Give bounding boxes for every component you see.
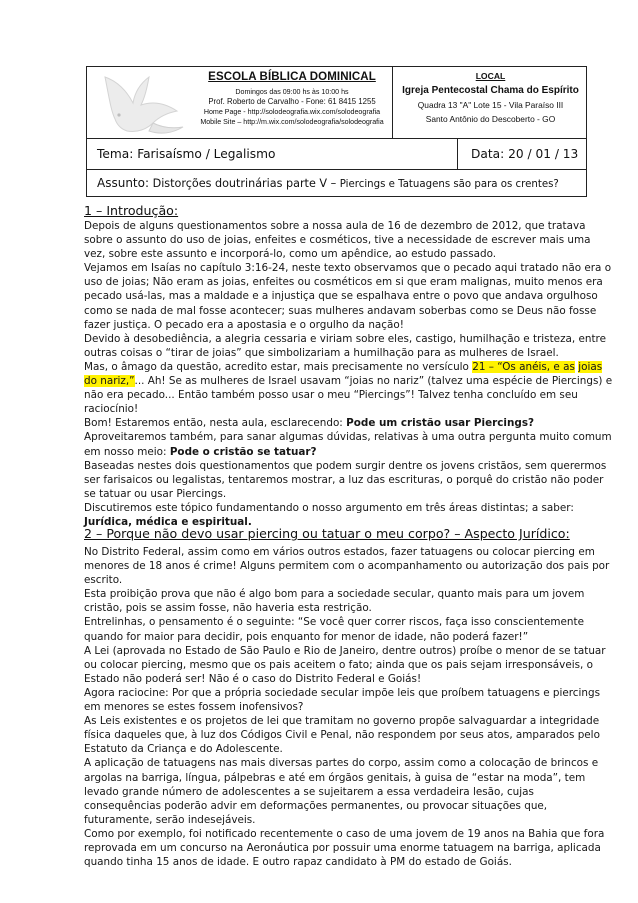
section-1-title: 1 – Introdução: [84, 203, 179, 218]
church-address: Quadra 13 "A" Lote 15 - Vila Paraíso III [417, 100, 564, 110]
church-district: Santo Antônio do Descoberto - GO [425, 114, 556, 124]
paragraph: No Distrito Federal, assim como em vários outros estados, fazer tatuagens ou colocar piercing em menores de 18 anos é crime! Alguns permitem com o acompanhamento ou autorização dos pais por escrito. [84, 546, 610, 587]
text-run: Mas, o âmago da questão, acredito estar, mais precisamente no versículo [84, 360, 473, 373]
paragraph: Devido à desobediência, a alegria cessaria e viriam sobre eles, castigo, humilhação e tristeza, entre outras coisas o “tirar de joias” que simbolizariam a humilhação para as mulheres de Israel. [84, 332, 606, 359]
paragraph: A Lei (aprovada no Estado de São Paulo e Rio de Janeiro, dentre outros) proíbe o menor de se tatuar ou colocar piercing, mesmo que os pais aceitem o fato; ainda que os pais sejam irresponsáveis, o Estado não poderá ser! Não é o caso do Distrito Federal e Goiás! [84, 644, 606, 685]
areas-bold: Jurídica, médica e espiritual. [84, 515, 252, 528]
paragraph: Vejamos em Isaías no capítulo 3:16-24, neste texto observamos que o pecado aqui tratado não era o uso de joias; Não eram as joias, enfeites ou cosméticos em si que eram malignas, muito menos era pecado usá-las, mas a maldade e a injustiça que se espalhava entre o povo que andava orgulhoso como se nada de mal fosse acontecer; suas mulheres andavam soberbas como se Deus não fosse fazer justiça. O pecado era a apostasia e o orgulho da nação! [84, 262, 612, 331]
section-2-title: 2 – Porque não devo usar piercing ou tatuar o meu corpo? – Aspecto Jurídico: [84, 526, 570, 541]
homepage-link[interactable]: Home Page - http://solodeografia.wix.com/solodeografia [203, 108, 381, 116]
assunto-row [86, 170, 587, 197]
tema-row [86, 139, 587, 170]
paragraph: As Leis existentes e os projetos de lei que tramitam no governo propõe salvaguardar a integridade física daqueles que, à luz dos Códigos Civil e Penal, não respondem por seus atos, amparados pelo Estatuto da Criança e do Adolescente. [84, 715, 600, 756]
highlighted-verse: 21 – “Os anéis, e as [472, 360, 575, 373]
header-box [86, 66, 587, 139]
question-bold: Pode um cristão usar Piercings? [346, 417, 535, 430]
text-run: ... Ah! Se as mulheres de Israel usavam “joias no nariz” (talvez uma espécie de Piercings) e não era pecado... Então também posso usar o meu “Piercings”! Talvez tenha concluído em seu raciocínio! [84, 375, 613, 416]
section-2-body [84, 545, 614, 869]
text-run: Discutiremos este tópico fundamentando o nosso argumento em três áreas distintas; a saber: [84, 501, 574, 514]
school-title: ESCOLA BÍBLICA DOMINICAL [208, 71, 376, 83]
paragraph [84, 360, 614, 416]
paragraph: Baseadas nestes dois questionamentos que podem surgir dentre os jovens cristãos, sem querermos ser farisaicos ou legalistas, tentaremos mostrar, a luz das escrituras, o porquê do cristão não poder se tatuar ou usar Piercings. [84, 459, 607, 500]
paragraph: Depois de alguns questionamentos sobre a nossa aula de 16 de dezembro de 2012, que tratava sobre o assunto do uso de joias, enfeites e cosméticos, tive a necessidade de escrever mais uma vez, sobre este assunto e incorporá-lo, como um apêndice, ao estudo passado. [84, 220, 591, 261]
lesson-date: Data: 20 / 01 / 13 [471, 147, 579, 161]
professor: Prof. Roberto de Carvalho - Fone: 61 8415 1255 [208, 97, 376, 106]
schedule: Domingos das 09:00 hs às 10:00 hs [235, 88, 349, 96]
local-info [393, 71, 588, 126]
question-bold: Pode o cristão se tatuar? [169, 445, 317, 458]
paragraph: Esta proibição prova que não é algo bom para a sociedade secular, quanto mais para um jovem cristão, pois se assim fosse, não haveria esta restrição. [84, 588, 585, 615]
tema-label: Tema: Farisaísmo / Legalismo [97, 147, 276, 161]
paragraph: A aplicação de tatuagens nas mais diversas partes do corpo, assim como a colocação de brincos e argolas na barriga, língua, pálpebras e até em órgãos genitais, à guisa de “estar na moda”, tem levado grande número de adolescentes a se sujeitarem a essa verdadeira lesão, cujas consequências poderão advir em deformações permanentes, ou provocar situações que, futuramente, serão indesejáveis. [84, 757, 599, 826]
paragraph [84, 416, 614, 430]
paragraph: Como por exemplo, foi notificado recentemente o caso de uma jovem de 19 anos na Bahia que fora reprovada em um concurso na Aeronáutica por possuir uma enorme tatuagem na barriga, aplicada quando tinha 15 anos de idade. E outro rapaz candidato à PM do estado de Goiás. [84, 827, 605, 869]
church-name: Igreja Pentecostal Chama do Espírito [402, 85, 579, 96]
paragraph [84, 501, 614, 529]
paragraph: Entrelinhas, o pensamento é o seguinte: “Se você quer correr riscos, faça isso conscientemente quando for maior para decidir, pois enquanto for menor de idade, não poderá fazer!” [84, 616, 584, 643]
mobile-site-link[interactable]: Mobile Site – http://m.wix.com/solodeografia/solodeografia [200, 118, 384, 126]
dove-icon [97, 71, 189, 137]
local-title: LOCAL [475, 71, 506, 81]
assunto-rest: Piercings e Tatuagens são para os crentes? [339, 179, 559, 190]
tema-divider [457, 139, 458, 169]
text-run: Bom! Estaremos então, nesta aula, esclarecendo: [84, 417, 347, 430]
paragraph [84, 430, 614, 458]
assunto-main: Distorções doutrinárias parte V – [152, 177, 337, 190]
text-run: Aproveitaremos também, para sanar algumas dúvidas, relativas à uma outra pergunta muito comum em nosso meio: [84, 431, 612, 458]
highlighted-verse: joias do nariz,” [84, 360, 603, 388]
assunto-prefix: Assunto: [97, 176, 150, 190]
school-info [197, 71, 387, 127]
assunto-text [97, 176, 559, 190]
section-1-body [84, 219, 614, 529]
paragraph: Agora raciocine: Por que a própria sociedade secular impõe leis que proíbem tatuagens e piercings em menores se estes fossem inofensivos? [84, 686, 601, 714]
